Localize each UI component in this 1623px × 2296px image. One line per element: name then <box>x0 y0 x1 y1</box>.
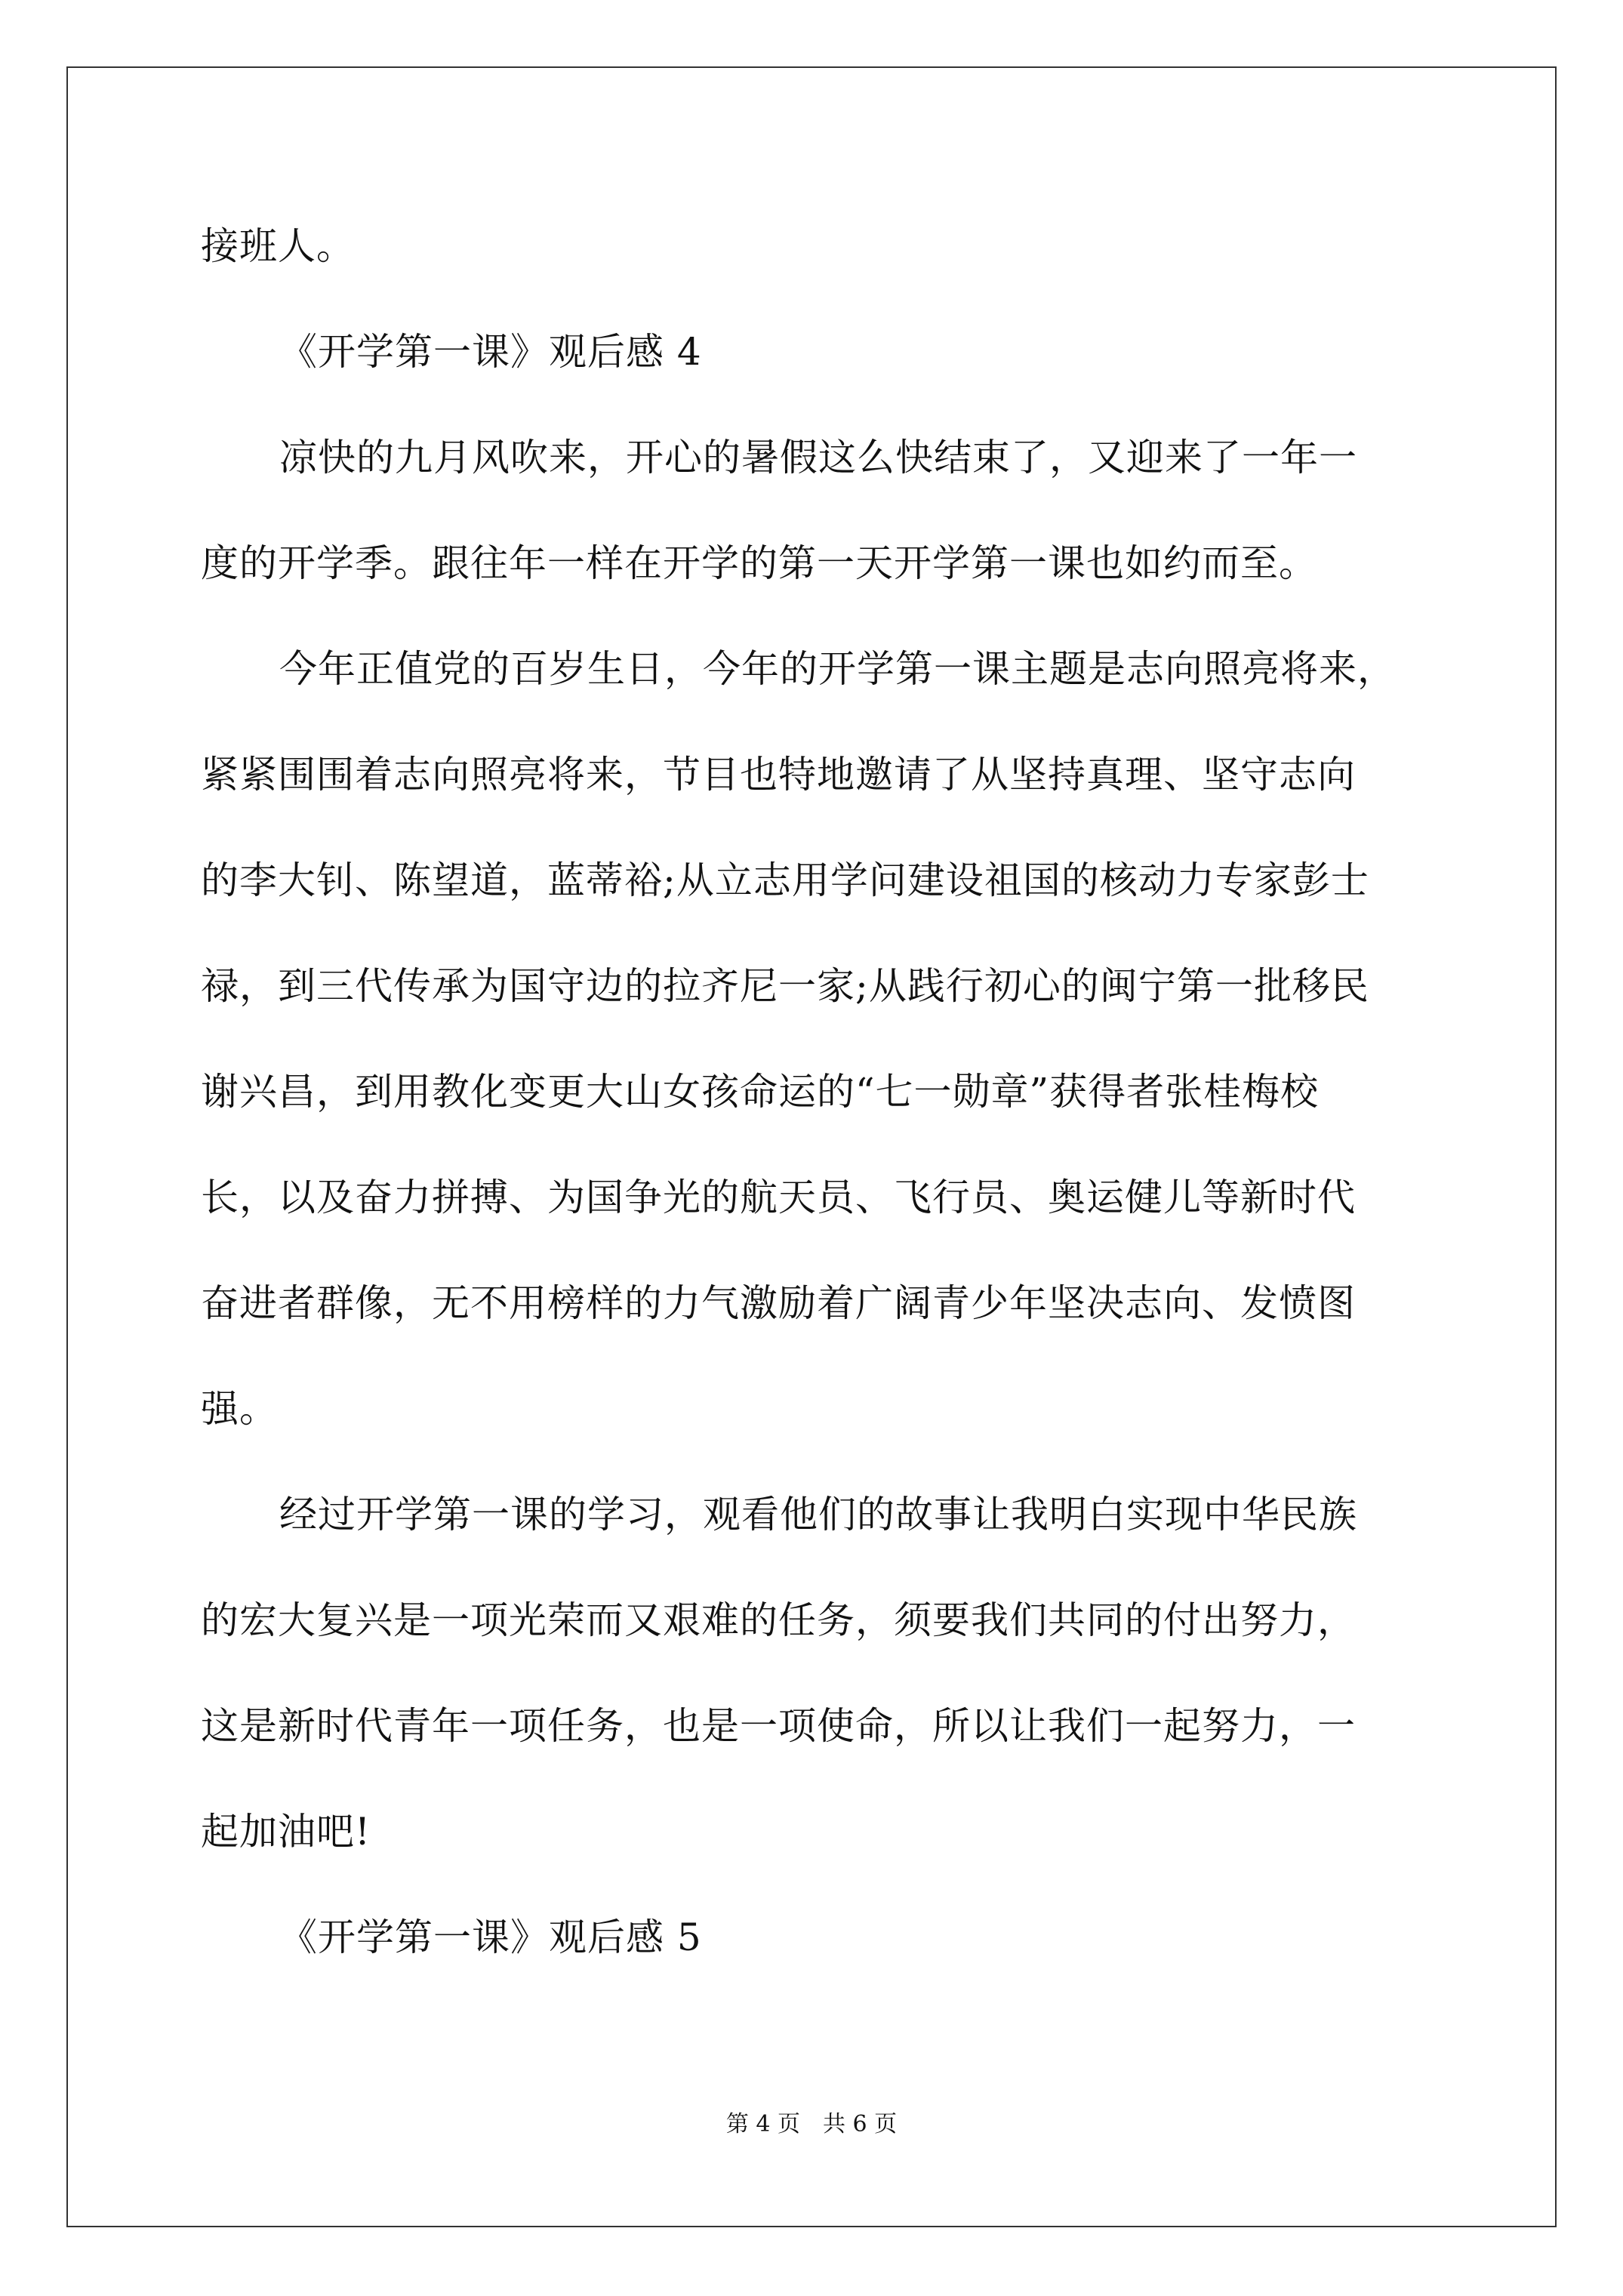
section-heading: 《开学第一课》观后感 5 <box>279 1915 702 1959</box>
paragraph-line: 紧紧围围着志向照亮将来，节目也特地邀请了从坚持真理、坚守志向 <box>201 753 1356 797</box>
text-line: 接班人。 <box>201 224 355 268</box>
paragraph-line: 禄，到三代传承为国守边的拉齐尼一家;从践行初心的闽宁第一批移民 <box>201 964 1369 1008</box>
paragraph-line: 起加油吧! <box>201 1810 371 1854</box>
page-border <box>66 66 1557 2227</box>
paragraph-line: 的宏大复兴是一项光荣而又艰难的任务，须要我们共同的付出努力， <box>201 1598 1356 1642</box>
paragraph-line: 谢兴昌，到用教化变更大山女孩命运的“七一勋章”获得者张桂梅校 <box>201 1070 1320 1114</box>
page-number: 第 4 页 共 6 页 <box>725 2111 898 2137</box>
paragraph-line: 奋进者群像，无不用榜样的力气激励着广阔青少年坚决志向、发愤图 <box>201 1281 1356 1325</box>
paragraph-line: 的李大钊、陈望道，蓝蒂裕;从立志用学问建设祖国的核动力专家彭士 <box>201 858 1369 902</box>
paragraph-line: 今年正值党的百岁生日，今年的开学第一课主题是志向照亮将来， <box>279 647 1396 691</box>
paragraph-line: 经过开学第一课的学习，观看他们的故事让我明白实现中华民族 <box>279 1493 1357 1536</box>
paragraph-line: 度的开学季。跟往年一样在开学的第一天开学第一课也如约而至。 <box>201 541 1317 585</box>
section-heading: 《开学第一课》观后感 4 <box>279 330 702 374</box>
paragraph-line: 强。 <box>201 1387 278 1431</box>
paragraph-line: 凉快的九月风吹来，开心的暑假这么快结束了，又迎来了一年一 <box>279 436 1357 479</box>
paragraph-line: 这是新时代青年一项任务，也是一项使命，所以让我们一起努力，一 <box>201 1704 1356 1748</box>
paragraph-line: 长，以及奋力拼搏、为国争光的航天员、飞行员、奥运健儿等新时代 <box>201 1176 1356 1219</box>
